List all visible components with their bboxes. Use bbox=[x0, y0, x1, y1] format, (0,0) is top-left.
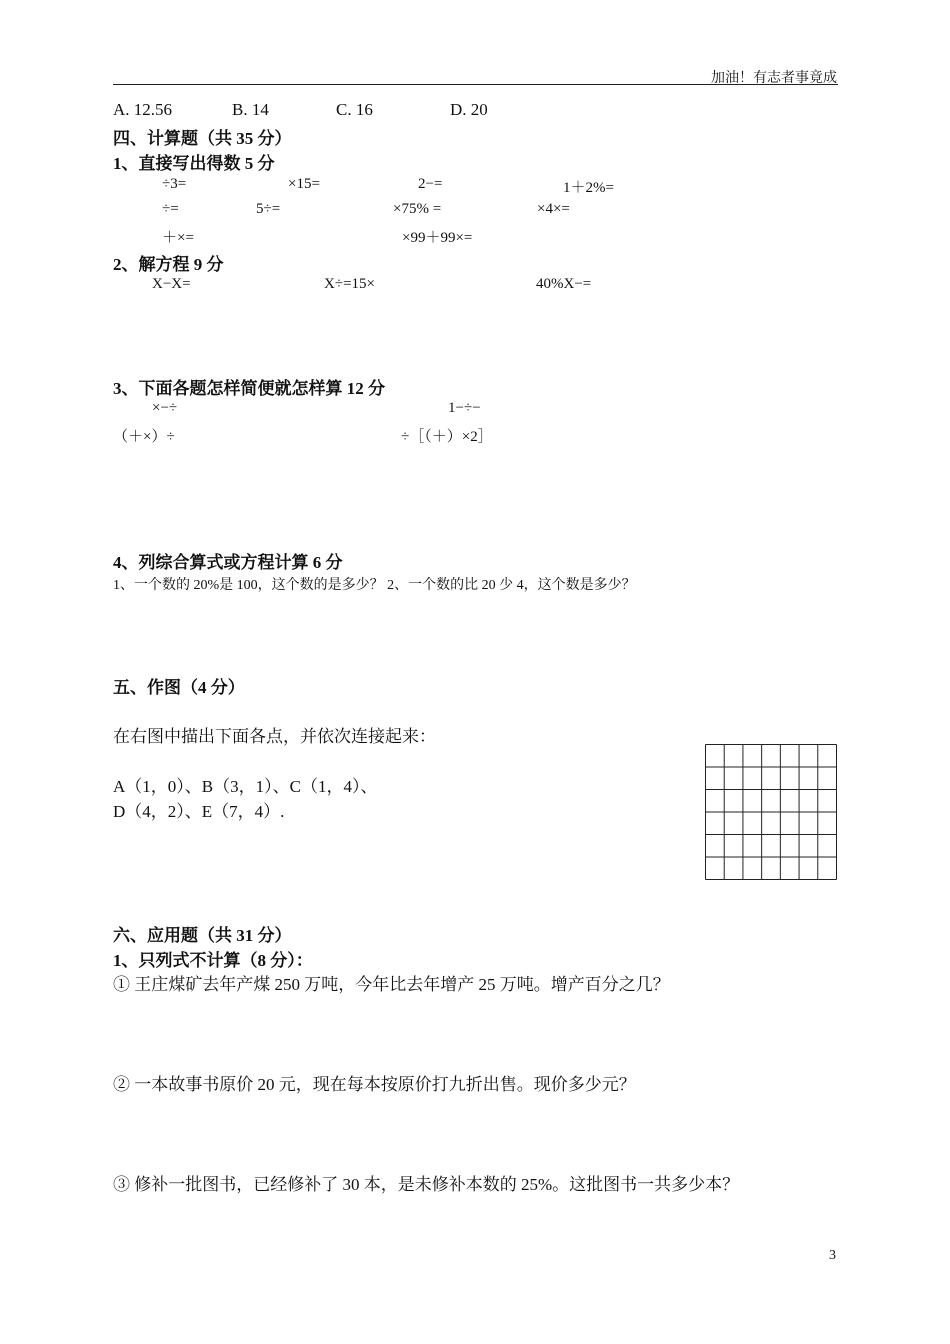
word-problem-1: ① 王庄煤矿去年产煤 250 万吨，今年比去年增产 25 万吨。增产百分之几？ bbox=[113, 975, 670, 994]
q1-expr: ×15= bbox=[288, 176, 320, 192]
simplify-expr: ×−÷ bbox=[152, 400, 178, 416]
page-number: 3 bbox=[829, 1248, 836, 1263]
word-problem-2: ② 一本故事书原价 20 元，现在每本按原价打九折出售。现价多少元？ bbox=[113, 1075, 636, 1094]
section6-subtitle: 1、只列式不计算（8 分）： bbox=[113, 951, 313, 970]
word-problem-3: ③ 修补一批图书，已经修补了 30 本，是未修补本数的 25%。这批图书一共多少本？ bbox=[113, 1175, 740, 1194]
drawing-instruction: 在右图中描出下面各点，并依次连接起来： bbox=[113, 727, 436, 746]
q4-text: 1、一个数的 20%是 100，这个数的是多少？ 2、一个数的比 20 少 4，这个数是多少？ bbox=[113, 578, 636, 593]
section5-title: 五、作图（4 分） bbox=[113, 678, 245, 697]
option-a: A. 12.56 bbox=[113, 100, 173, 119]
points-line-2: D（4，2）、E（7，4）. bbox=[113, 802, 285, 821]
section4-title: 四、计算题（共 35 分） bbox=[113, 129, 292, 148]
q1-expr: ÷3= bbox=[162, 176, 187, 192]
header-rule bbox=[113, 84, 838, 85]
header-motto: 加油！有志者事竟成 bbox=[711, 71, 837, 86]
q1-expr: ×99＋99×= bbox=[402, 230, 473, 246]
section6-title: 六、应用题（共 31 分） bbox=[113, 926, 292, 945]
q3-title: 3、下面各题怎样简便就怎样算 12 分 bbox=[113, 379, 385, 398]
q1-expr: ×75% = bbox=[393, 201, 442, 217]
q1-title: 1、直接写出得数 5 分 bbox=[113, 154, 275, 173]
q1-expr: 1＋2%= bbox=[563, 180, 614, 196]
q2-title: 2、解方程 9 分 bbox=[113, 255, 224, 274]
simplify-expr: （＋×）÷ bbox=[113, 429, 175, 445]
q1-expr: ÷= bbox=[162, 201, 179, 217]
equation: X−X= bbox=[152, 276, 191, 292]
option-c: C. 16 bbox=[336, 100, 373, 119]
simplify-expr: ÷［（＋）×2］ bbox=[401, 429, 493, 445]
equation: X÷=15× bbox=[324, 276, 375, 292]
option-d: D. 20 bbox=[450, 100, 488, 119]
simplify-expr: 1−÷− bbox=[448, 400, 481, 416]
q4-title: 4、列综合算式或方程计算 6 分 bbox=[113, 553, 343, 572]
q1-expr: 5÷= bbox=[256, 201, 281, 217]
q1-expr: ×4×= bbox=[537, 201, 570, 217]
equation: 40%X−= bbox=[536, 276, 592, 292]
q1-expr: ＋×= bbox=[162, 230, 194, 246]
points-line-1: A（1，0）、B（3，1）、C（1，4）、 bbox=[113, 777, 378, 796]
option-b: B. 14 bbox=[232, 100, 269, 119]
q1-expr: 2−= bbox=[418, 176, 443, 192]
coordinate-grid bbox=[705, 744, 837, 880]
